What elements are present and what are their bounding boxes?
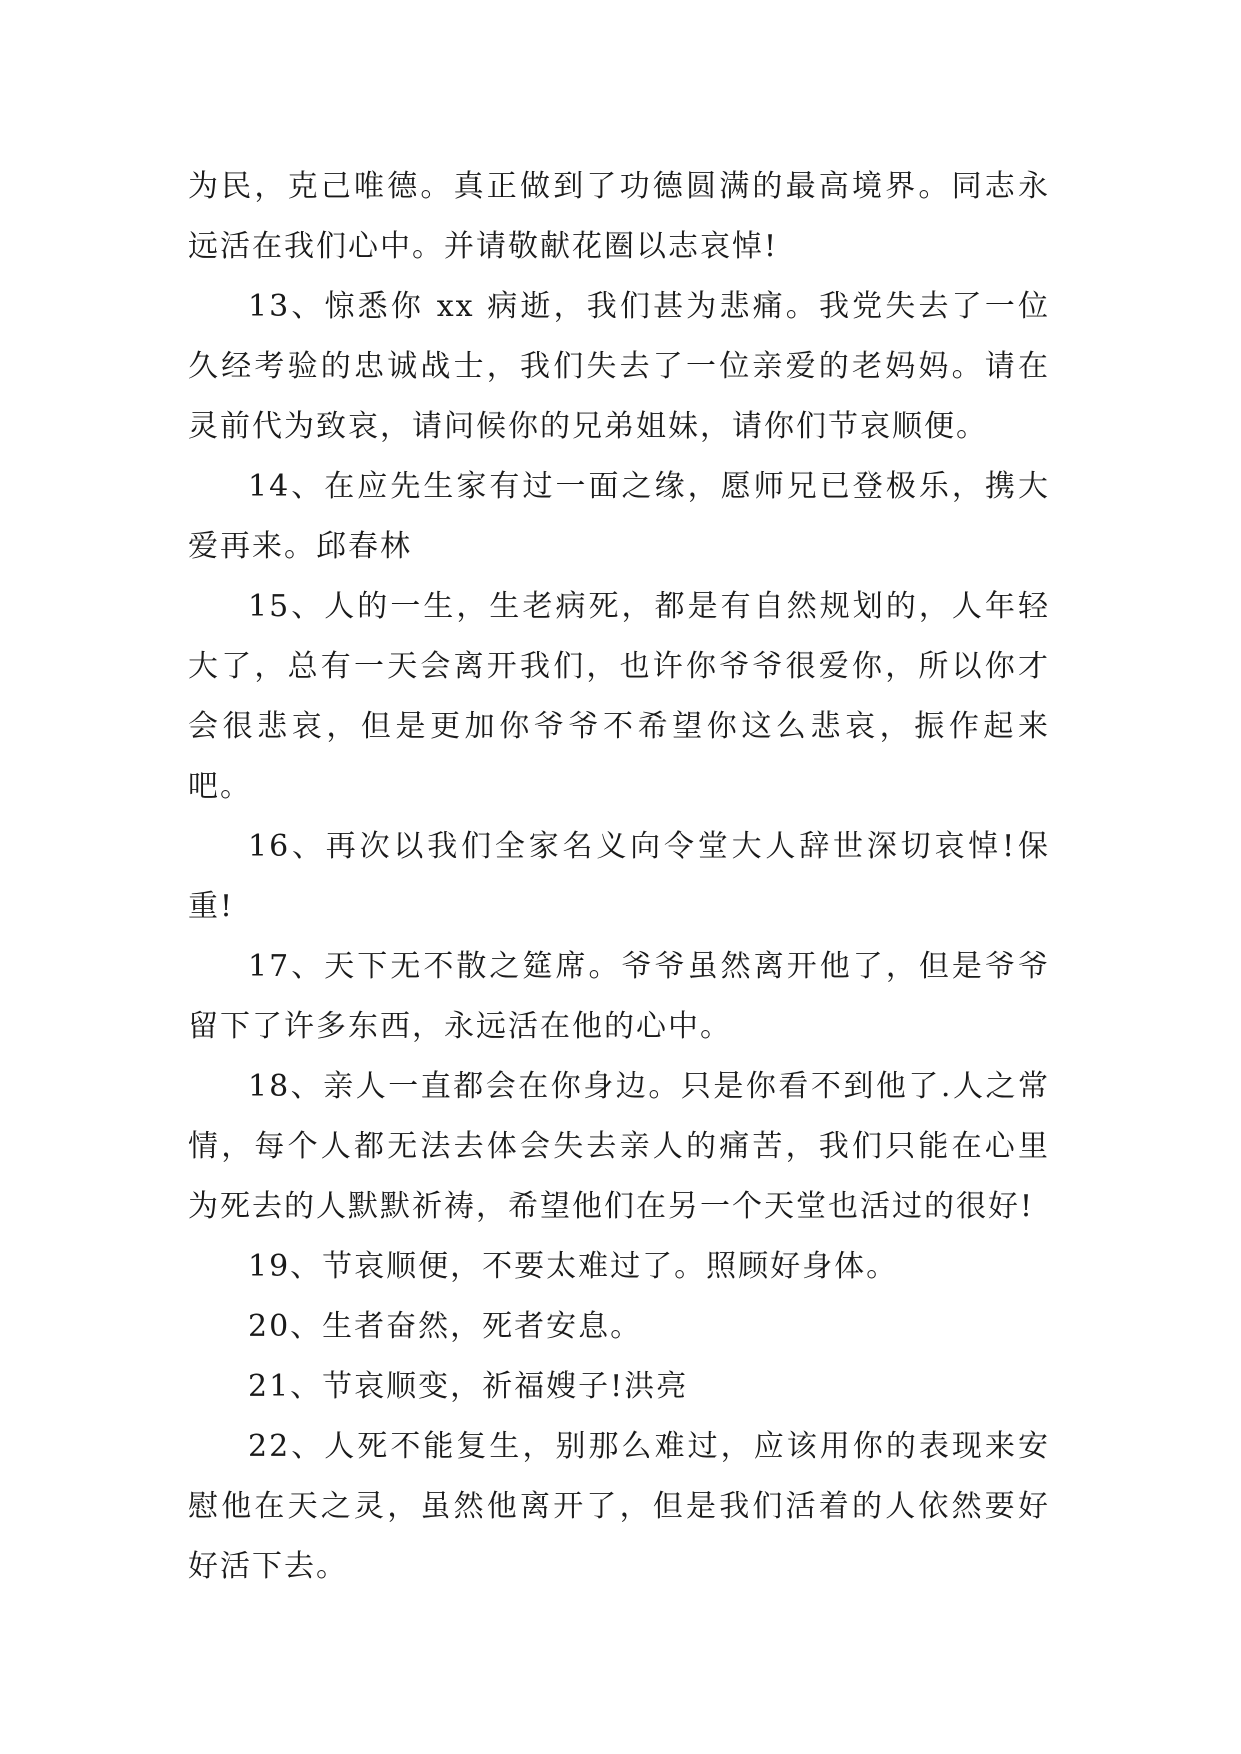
paragraph-15: 15、人的一生，生老病死，都是有自然规划的，人年轻大了，总有一天会离开我们，也许你爷爷很爱你，所以你才会很悲哀，但是更加你爷爷不希望你这么悲哀，振作起来吧。 bbox=[188, 589, 1050, 804]
paragraph-14: 14、在应先生家有过一面之缘，愿师兄已登极乐，携大爱再来。邱春林 bbox=[188, 469, 1050, 564]
paragraph-16: 16、再次以我们全家名义向令堂大人辞世深切哀悼!保重! bbox=[188, 829, 1050, 924]
paragraph-continuation: 为民，克己唯德。真正做到了功德圆满的最高境界。同志永远活在我们心中。并请敬献花圈以志哀悼! bbox=[188, 169, 1050, 264]
document-body bbox=[188, 157, 1050, 1597]
paragraph-17: 17、天下无不散之筵席。爷爷虽然离开他了，但是爷爷留下了许多东西，永远活在他的心中。 bbox=[188, 949, 1050, 1044]
paragraph-19: 19、节哀顺便，不要太难过了。照顾好身体。 bbox=[248, 1249, 899, 1284]
paragraph-22: 22、人死不能复生，别那么难过，应该用你的表现来安慰他在天之灵，虽然他离开了，但是我们活着的人依然要好好活下去。 bbox=[188, 1429, 1050, 1584]
paragraph-13: 13、惊悉你 xx 病逝，我们甚为悲痛。我党失去了一位久经考验的忠诚战士，我们失去了一位亲爱的老妈妈。请在灵前代为致哀，请问候你的兄弟姐妹，请你们节哀顺便。 bbox=[188, 289, 1050, 444]
paragraph-20: 20、生者奋然，死者安息。 bbox=[248, 1309, 643, 1344]
paragraph-18: 18、亲人一直都会在你身边。只是你看不到他了.人之常情，每个人都无法去体会失去亲人的痛苦，我们只能在心里为死去的人默默祈祷，希望他们在另一个天堂也活过的很好! bbox=[188, 1069, 1050, 1224]
paragraph-21: 21、节哀顺变，祈福嫂子!洪亮 bbox=[248, 1369, 689, 1404]
